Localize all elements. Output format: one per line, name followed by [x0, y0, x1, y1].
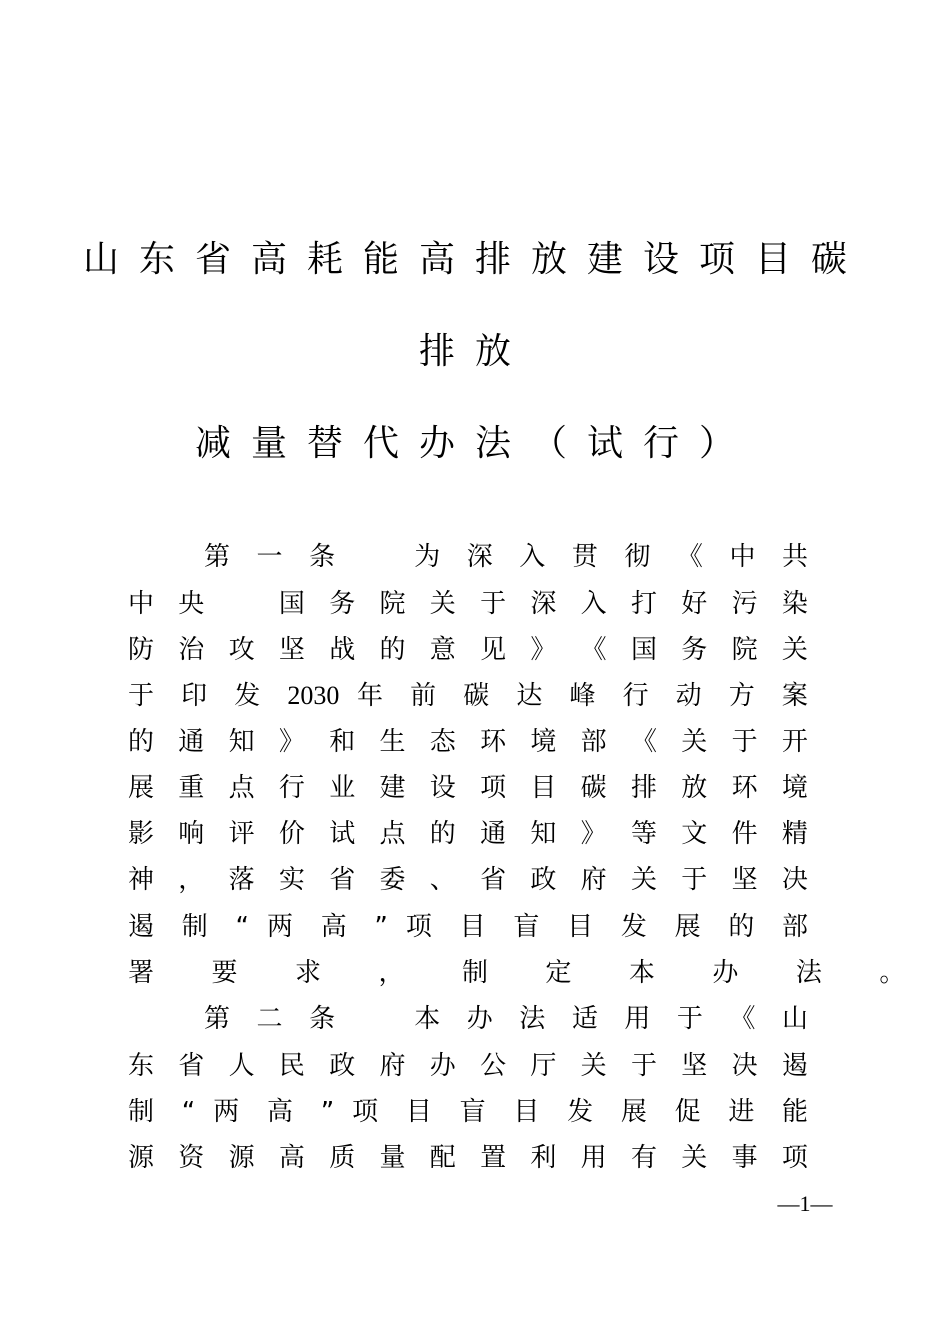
- char: 央: [178, 589, 213, 619]
- char: 遏: [781, 1051, 808, 1081]
- char: 点: [379, 819, 414, 849]
- char: 重: [178, 773, 213, 803]
- char: 府: [580, 865, 615, 895]
- char: 国: [630, 635, 665, 665]
- article-2-line: [128, 1141, 808, 1175]
- char: 法: [519, 1004, 555, 1034]
- char: 治: [178, 635, 213, 665]
- char: 委: [379, 865, 414, 895]
- char: 关: [630, 865, 665, 895]
- char: 于: [128, 681, 164, 711]
- char: 入: [519, 542, 555, 572]
- char: 发: [620, 912, 657, 942]
- char: 见: [480, 635, 515, 665]
- char: 条: [309, 542, 345, 572]
- char: 方: [728, 681, 765, 711]
- char: 发: [234, 681, 270, 711]
- char: “: [235, 912, 249, 942]
- char: 目: [530, 773, 565, 803]
- char: 源: [128, 1143, 163, 1173]
- char: 深: [466, 542, 502, 572]
- char: 部: [580, 727, 615, 757]
- char: 达: [516, 681, 552, 711]
- article-1-line: [128, 587, 808, 621]
- char: 利: [530, 1143, 565, 1173]
- article-1-line: [128, 956, 930, 990]
- char: 开: [781, 727, 808, 757]
- char: 省: [480, 865, 515, 895]
- char: 关: [781, 635, 808, 665]
- char: 的: [728, 912, 765, 942]
- char: 能: [782, 1097, 809, 1127]
- char: 碳: [463, 681, 499, 711]
- article-1-line: [128, 863, 808, 897]
- char: 案: [781, 681, 808, 711]
- char: ，: [178, 865, 213, 895]
- char: 放: [681, 773, 716, 803]
- char: 文: [681, 819, 716, 849]
- char: 二: [256, 1004, 292, 1034]
- char: 行: [622, 681, 658, 711]
- char: 共: [782, 542, 809, 572]
- char: 响: [178, 819, 213, 849]
- char: 省: [178, 1051, 213, 1081]
- char: 用: [624, 1004, 660, 1034]
- char: 为: [414, 542, 450, 572]
- char: 遏: [128, 912, 164, 942]
- char: 境: [530, 727, 565, 757]
- char: 目: [459, 912, 496, 942]
- char: 本: [628, 958, 680, 988]
- char: 源: [228, 1143, 263, 1173]
- char: 的: [128, 727, 163, 757]
- article-1-line: [128, 771, 808, 805]
- char: 目: [567, 912, 603, 942]
- page-number: —1—: [777, 1191, 833, 1216]
- char: 项: [480, 773, 515, 803]
- char: 印: [181, 681, 217, 711]
- char: 部: [782, 912, 809, 942]
- char: 通: [480, 819, 515, 849]
- title-line-3: 减量替代办法（试行）: [194, 423, 755, 464]
- char: 落: [228, 865, 263, 895]
- char: 高: [266, 1097, 303, 1127]
- char: 政: [329, 1051, 364, 1081]
- char: 坚: [681, 1051, 716, 1081]
- char: 》: [580, 819, 615, 849]
- article-1-line: [128, 817, 808, 851]
- char: 盲: [513, 912, 550, 942]
- char: 用: [580, 1143, 615, 1173]
- char: 办: [429, 1051, 464, 1081]
- char: 量: [379, 1143, 414, 1173]
- char: 环: [731, 773, 766, 803]
- char: 山: [782, 1004, 809, 1034]
- char: ”: [374, 912, 388, 942]
- char: [362, 1004, 397, 1034]
- char: 入: [580, 589, 615, 619]
- char: 行: [278, 773, 313, 803]
- char: 境: [781, 773, 808, 803]
- char: 坚: [278, 635, 313, 665]
- char: 于: [681, 865, 716, 895]
- char: 《: [676, 542, 713, 572]
- char: 务: [329, 589, 364, 619]
- char: 态: [429, 727, 464, 757]
- char: 评: [228, 819, 263, 849]
- char: 于: [731, 727, 766, 757]
- char: 《: [580, 635, 615, 665]
- char: 防: [128, 635, 163, 665]
- char: 一: [256, 542, 292, 572]
- char: 两: [213, 1097, 249, 1127]
- char: 点: [228, 773, 263, 803]
- char: 件: [731, 819, 766, 849]
- char: 高: [320, 912, 357, 942]
- char: 目: [405, 1097, 442, 1127]
- char: 影: [128, 819, 163, 849]
- char: 国: [278, 589, 313, 619]
- char: ”: [320, 1097, 335, 1127]
- char: 置: [480, 1143, 515, 1173]
- char: 公: [480, 1051, 515, 1081]
- char: 知: [530, 819, 565, 849]
- title-line-1: 山东省高耗能高排放建设项目碳: [82, 239, 867, 280]
- char: 前: [410, 681, 446, 711]
- char: 项: [781, 1143, 808, 1173]
- char: 适: [571, 1004, 607, 1034]
- char: 条: [309, 1004, 345, 1034]
- char: 决: [731, 1051, 766, 1081]
- char: 意: [429, 635, 464, 665]
- char: 中: [128, 589, 163, 619]
- char: 制: [461, 958, 513, 988]
- char: 展: [620, 1097, 657, 1127]
- char: 通: [178, 727, 213, 757]
- char: 项: [352, 1097, 388, 1127]
- char: 质: [329, 1143, 364, 1173]
- char: 要: [211, 958, 263, 988]
- char: 政: [530, 865, 565, 895]
- char: [362, 542, 397, 572]
- year-number: 2030: [287, 681, 340, 710]
- char: 中: [729, 542, 765, 572]
- char: 于: [480, 589, 515, 619]
- char: 价: [278, 819, 313, 849]
- char: 展: [128, 773, 163, 803]
- char: 目: [513, 1097, 550, 1127]
- char: 峰: [569, 681, 605, 711]
- char: 污: [731, 589, 766, 619]
- char: 法: [795, 958, 847, 988]
- char: 和: [329, 727, 364, 757]
- char: 促: [674, 1097, 711, 1127]
- char: 业: [329, 773, 364, 803]
- char: 发: [567, 1097, 603, 1127]
- char: 等: [630, 819, 665, 849]
- char: 关: [429, 589, 464, 619]
- char: 第: [204, 542, 240, 572]
- char: 打: [630, 589, 665, 619]
- char: ，: [378, 958, 430, 988]
- char: 民: [278, 1051, 313, 1081]
- char: 排: [630, 773, 665, 803]
- char: 生: [379, 727, 414, 757]
- char: 精: [781, 819, 808, 849]
- article-1-line: [128, 679, 808, 713]
- char: 神: [128, 865, 163, 895]
- char: 定: [545, 958, 597, 988]
- article-1-line: [204, 540, 808, 574]
- char: 两: [266, 912, 303, 942]
- char: 项: [405, 912, 442, 942]
- char: 知: [228, 727, 263, 757]
- char: 进: [728, 1097, 765, 1127]
- article-2-line: [204, 1002, 808, 1036]
- char: 彻: [624, 542, 660, 572]
- char: 关: [681, 1143, 716, 1173]
- char: 贯: [571, 542, 607, 572]
- char: 办: [712, 958, 763, 988]
- char: 关: [681, 727, 716, 757]
- char: 。: [879, 958, 930, 988]
- char: 配: [429, 1143, 464, 1173]
- char: 》: [278, 727, 313, 757]
- char: 碳: [580, 773, 615, 803]
- char: 年: [357, 681, 393, 711]
- char: 环: [480, 727, 515, 757]
- char: 于: [676, 1004, 713, 1034]
- char: 院: [731, 635, 766, 665]
- article-2-line: [128, 1095, 808, 1129]
- char: 办: [466, 1004, 502, 1034]
- title-line-2: 排放: [418, 331, 531, 372]
- char: “: [181, 1097, 196, 1127]
- char: 有: [630, 1143, 665, 1173]
- char: [229, 589, 263, 619]
- char: 的: [429, 819, 464, 849]
- char: 院: [379, 589, 414, 619]
- char: 署: [128, 958, 179, 988]
- char: 事: [731, 1143, 766, 1173]
- char: 建: [379, 773, 414, 803]
- char: 决: [781, 865, 808, 895]
- char: 战: [329, 635, 364, 665]
- char: 高: [278, 1143, 313, 1173]
- char: 《: [729, 1004, 765, 1034]
- char: 设: [429, 773, 464, 803]
- char: 坚: [731, 865, 766, 895]
- char: 好: [681, 589, 716, 619]
- article-1-line: [128, 633, 808, 667]
- char: 于: [630, 1051, 665, 1081]
- char: 制: [181, 912, 218, 942]
- article-1-line: [128, 910, 808, 944]
- char: 攻: [228, 635, 263, 665]
- char: 资: [178, 1143, 213, 1173]
- char: 》: [530, 635, 565, 665]
- char: 的: [379, 635, 414, 665]
- char: 本: [414, 1004, 450, 1034]
- char: 试: [329, 819, 364, 849]
- char: 府: [379, 1051, 414, 1081]
- char: 深: [530, 589, 565, 619]
- char: 第: [204, 1004, 240, 1034]
- char: 人: [228, 1051, 263, 1081]
- char: 《: [630, 727, 665, 757]
- char: 盲: [459, 1097, 496, 1127]
- article-2-line: [128, 1049, 808, 1083]
- char: 实: [278, 865, 313, 895]
- char: 制: [128, 1097, 164, 1127]
- char: 动: [675, 681, 712, 711]
- char: 务: [681, 635, 716, 665]
- char: 厅: [530, 1051, 565, 1081]
- char: 展: [674, 912, 711, 942]
- char: 求: [294, 958, 346, 988]
- char: 、: [429, 865, 464, 895]
- article-1-line: [128, 725, 808, 759]
- char: 东: [128, 1051, 163, 1081]
- char: 染: [781, 589, 808, 619]
- char: 关: [580, 1051, 615, 1081]
- char: 省: [329, 865, 364, 895]
